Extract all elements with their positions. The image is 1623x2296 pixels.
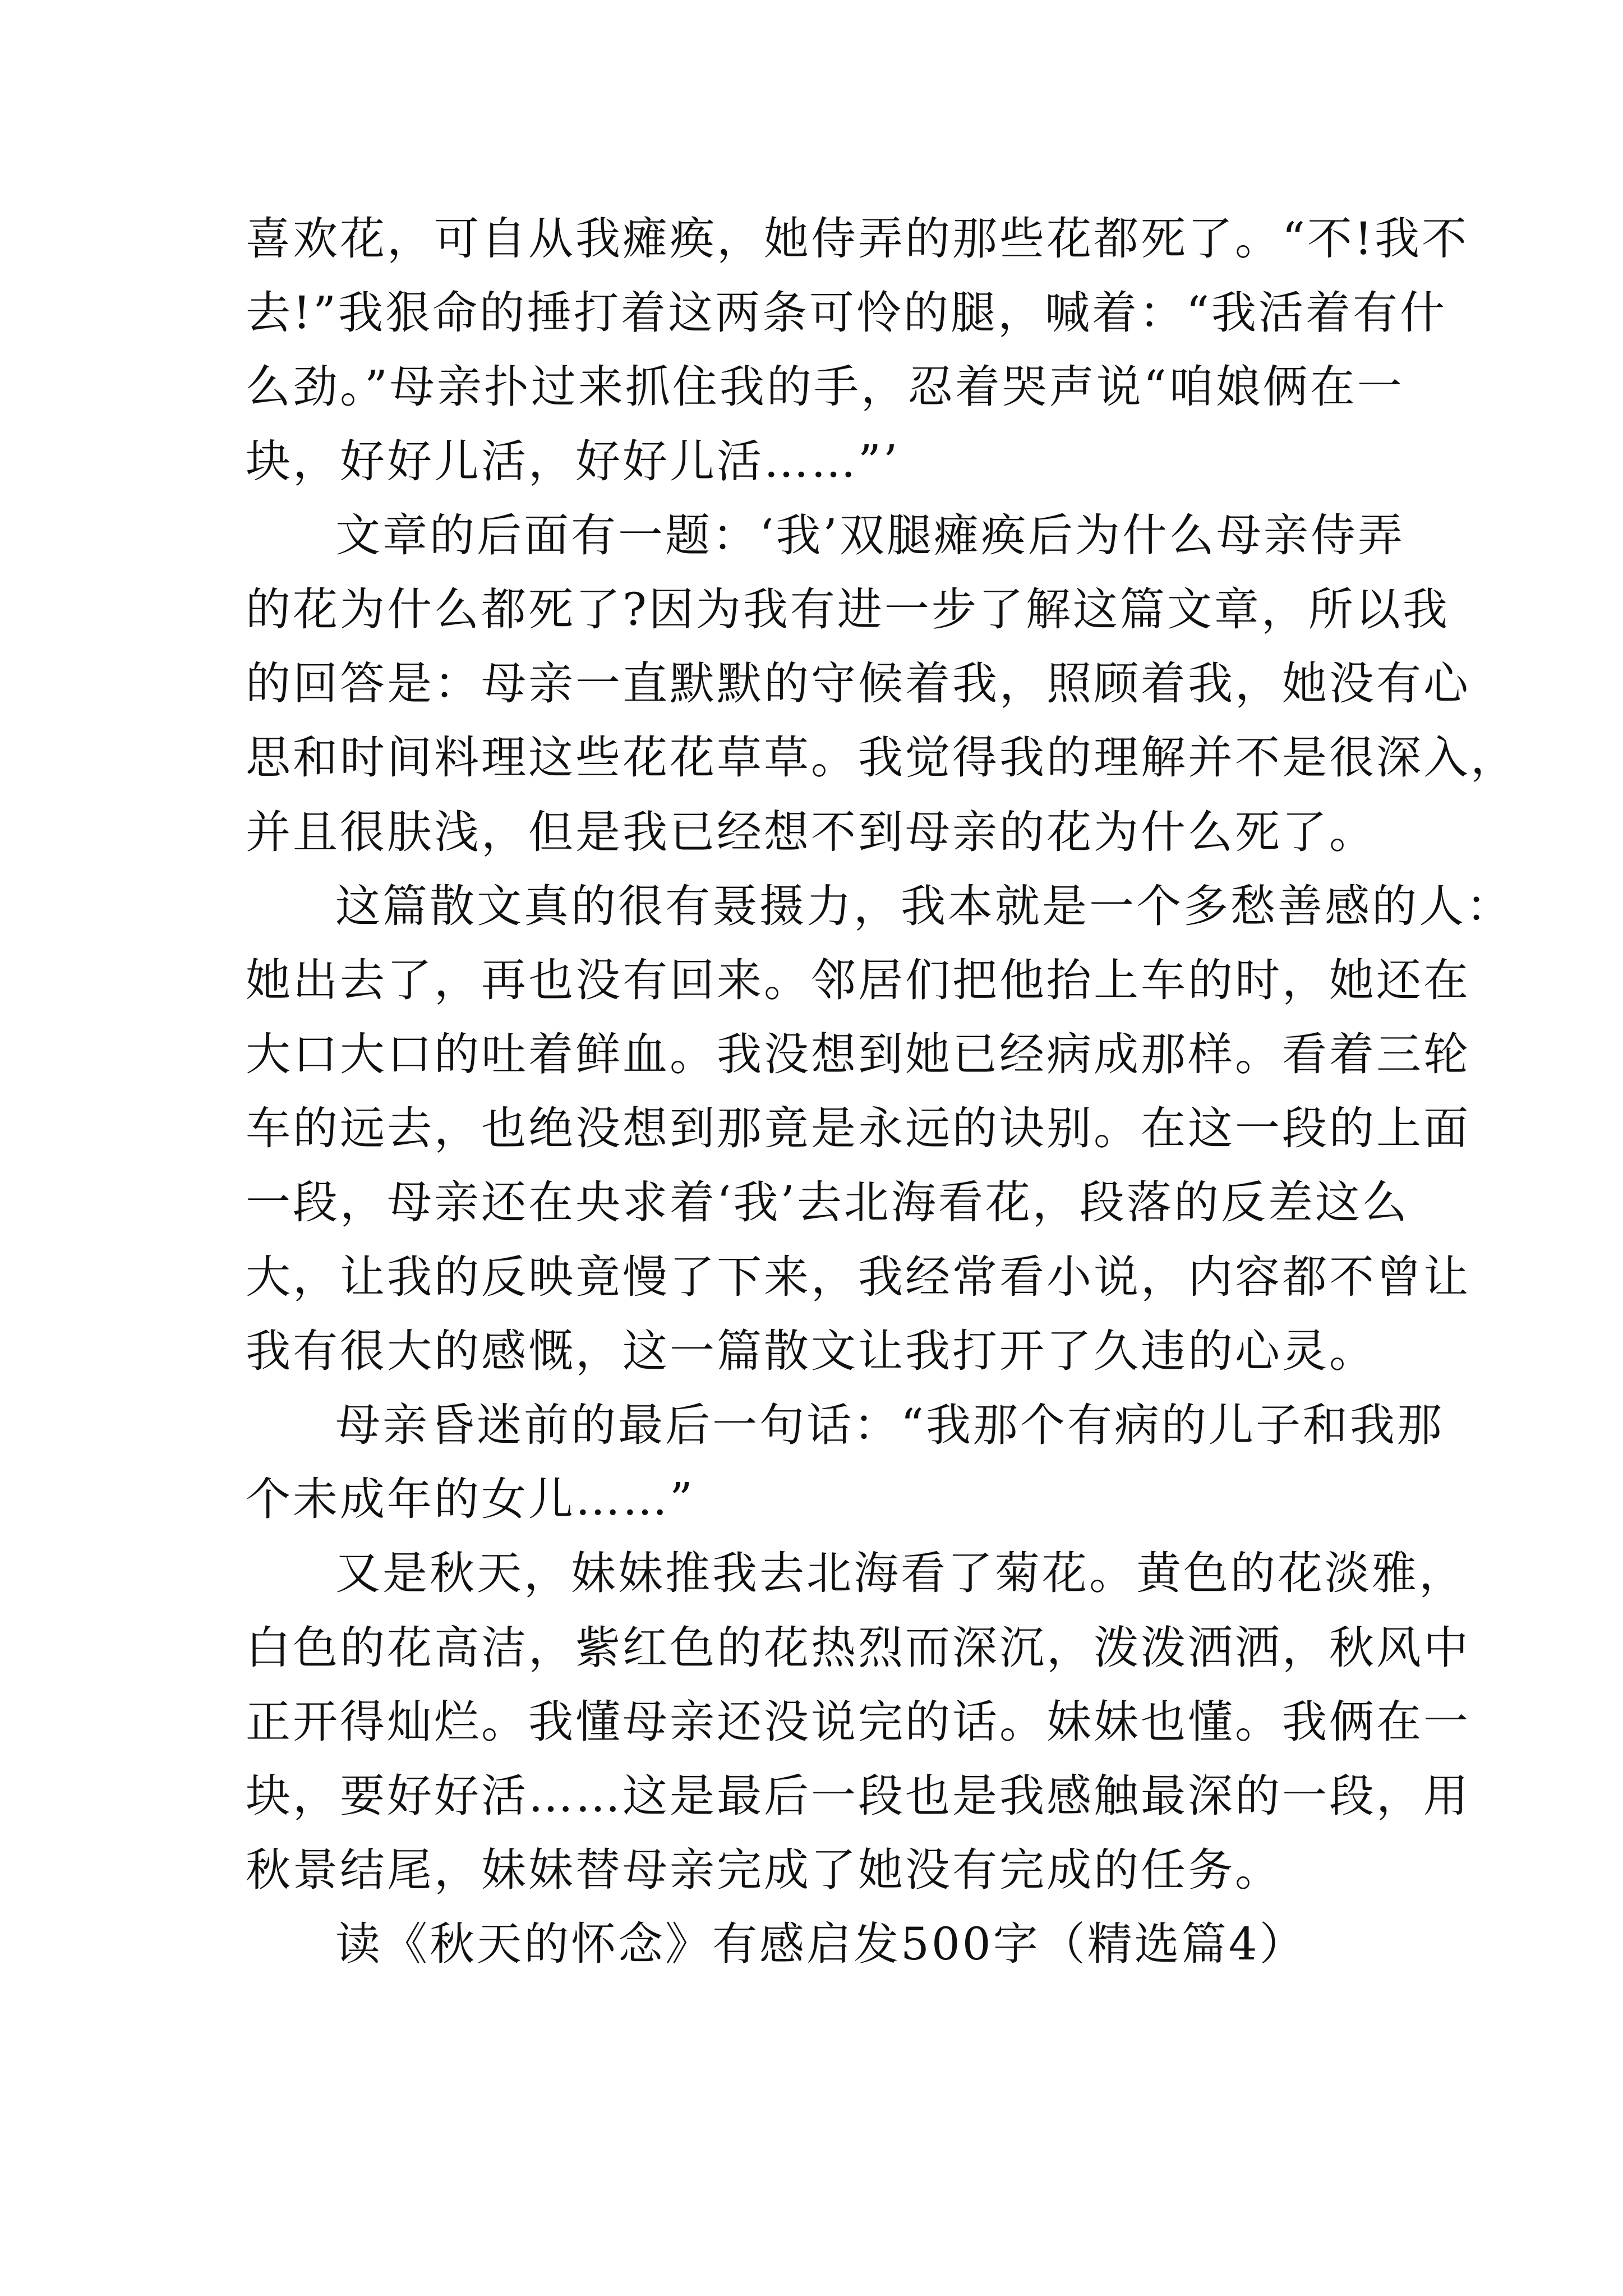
text-line: 车的远去，也绝没想到那竟是永远的诀别。在这一段的上面 [246,1102,1470,1155]
text-line: 的回答是：母亲一直默默的守候着我，照顾着我，她没有心 [246,657,1470,710]
text-line: 的花为什么都死了?因为我有进一步了解这篇文章，所以我 [246,583,1450,636]
text-line: 么劲。”母亲扑过来抓住我的手，忍着哭声说“咱娘俩在一 [246,361,1404,413]
text-line: 块，好好儿活，好好儿活……”’ [246,435,900,487]
text-line: 她出去了，再也没有回来。邻居们把他抬上车的时，她还在 [246,954,1470,1006]
text-line: 白色的花高洁，紫红色的花热烈而深沉，泼泼洒洒，秋风中 [246,1621,1470,1674]
document-body [246,202,1518,1982]
text-line: 喜欢花，可自从我瘫痪，她侍弄的那些花都死了。“不!我不 [246,213,1469,265]
text-line: 去!”我狠命的捶打着这两条可怜的腿，喊着：“我活着有什 [246,287,1447,339]
text-line: 块，要好好活……这是最后一段也是我感触最深的一段，用 [246,1769,1470,1822]
text-line: 并且很肤浅，但是我已经想不到母亲的花为什么死了。 [246,806,1376,858]
text-line: 正开得灿烂。我懂母亲还没说完的话。妹妹也懂。我俩在一 [246,1695,1470,1748]
text-line: 文章的后面有一题：‘我’双腿瘫痪后为什么母亲侍弄 [335,509,1405,562]
text-line: 一段，母亲还在央求着‘我’去北海看花，段落的反差这么 [246,1176,1409,1229]
text-line: 读《秋天的怀念》有感启发500字（精选篇4） [335,1918,1307,1971]
text-line: 大，让我的反映竟慢了下来，我经常看小说，内容都不曾让 [246,1250,1470,1303]
text-line: 思和时间料理这些花花草草。我觉得我的理解并不是很深入， [246,731,1518,784]
text-line: 这篇散文真的很有聂摄力，我本就是一个多愁善感的人： [335,880,1513,932]
text-line: 母亲昏迷前的最后一句话：“我那个有病的儿子和我那 [335,1399,1444,1451]
text-line: 秋景结尾，妹妹替母亲完成了她没有完成的任务。 [246,1844,1282,1897]
text-line: 大口大口的吐着鲜血。我没想到她已经病成那样。看着三轮 [246,1028,1470,1081]
text-line: 我有很大的感慨，这一篇散文让我打开了久违的心灵。 [246,1324,1376,1377]
text-line: 又是秋天，妹妹推我去北海看了菊花。黄色的花淡雅， [335,1547,1466,1600]
text-line: 个未成年的女儿……” [246,1473,695,1526]
